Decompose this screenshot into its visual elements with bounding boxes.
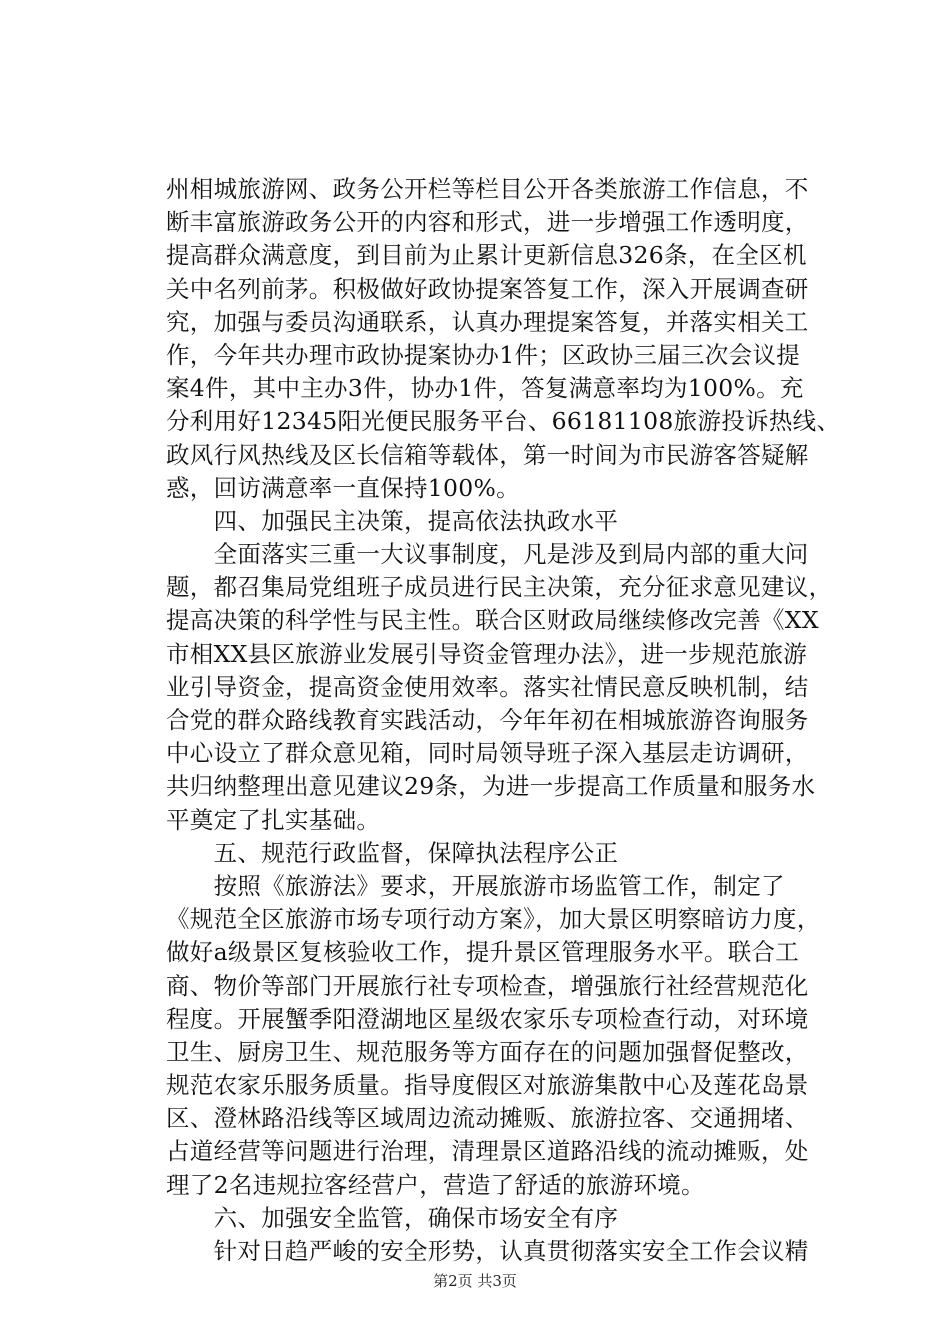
section-heading: 六、加强安全监管，确保市场安全有序 <box>166 1203 619 1232</box>
text-line: 卫生、厨房卫生、规范服务等方面存在的问题加强督促整改， <box>166 1037 809 1066</box>
section-heading: 四、加强民主决策，提高依法执政水平 <box>166 506 619 535</box>
text-line: 占道经营等问题进行治理，清理景区道路沿线的流动摊贩，处 <box>166 1137 809 1166</box>
body-text <box>166 173 841 1268</box>
text-line: 按照《旅游法》要求，开展旅游市场监管工作，制定了 <box>166 871 785 900</box>
text-line: 做好a级景区复核验收工作，提升景区管理服务水平。联合工 <box>166 938 800 967</box>
text-line: 究，加强与委员沟通联系，认真办理提案答复，并落实相关工 <box>166 307 809 336</box>
text-line: 关中名列前茅。积极做好政协提案答复工作，深入开展调查研 <box>166 274 809 303</box>
section-heading: 五、规范行政监督，保障执法程序公正 <box>166 838 619 867</box>
text-line: 针对日趋严峻的安全形势，认真贯彻落实安全工作会议精 <box>166 1237 809 1265</box>
page-number-footer: 第2页 共3页 <box>433 1272 517 1290</box>
text-line: 业引导资金，提高资金使用效率。落实社情民意反映机制，结 <box>166 672 809 701</box>
text-line: 商、物价等部门开展旅行社专项检查，增强旅行社经营规范化 <box>166 971 809 1000</box>
text-line: 案4件，其中主办3件，协办1件，答复满意率均为100%。充 <box>166 374 804 403</box>
text-line: 区、澄林路沿线等区域周边流动摊贩、旅游拉客、交通拥堵、 <box>166 1104 809 1133</box>
text-line: 市相XX县区旅游业发展引导资金管理办法》，进一步规范旅游 <box>166 639 808 668</box>
text-line: 作，今年共办理市政协提案协办1件；区政协三届三次会议提 <box>166 340 801 369</box>
text-line: 提高群众满意度，到目前为止累计更新信息326条，在全区机 <box>166 241 807 270</box>
text-line: 分利用好12345阳光便民服务平台、66181108旅游投诉热线、 <box>166 407 841 436</box>
text-line: 提高决策的科学性与民主性。联合区财政局继续修改完善《XX <box>166 606 819 635</box>
text-line: 州相城旅游网、政务公开栏等栏目公开各类旅游工作信息，不 <box>166 175 809 203</box>
text-line: 惑，回访满意率一直保持100%。 <box>166 473 520 502</box>
text-line: 规范农家乐服务质量。指导度假区对旅游集散中心及莲花岛景 <box>166 1071 809 1100</box>
text-line: 合党的群众路线教育实践活动，今年年初在相城旅游咨询服务 <box>166 706 809 734</box>
text-line: 题，都召集局党组班子成员进行民主决策，充分征求意见建议， <box>166 573 833 602</box>
text-line: 共归纳整理出意见建议29条，为进一步提高工作质量和服务水 <box>166 772 816 801</box>
text-line: 政风行风热线及区长信箱等载体，第一时间为市民游客答疑解 <box>166 440 809 469</box>
text-line: 理了2名违规拉客经营户，营造了舒适的旅游环境。 <box>166 1170 705 1199</box>
text-line: 平奠定了扎实基础。 <box>166 805 381 834</box>
text-line: 中心设立了群众意见箱，同时局领导班子深入基层走访调研， <box>166 739 809 768</box>
text-line: 全面落实三重一大议事制度，凡是涉及到局内部的重大问 <box>166 540 809 569</box>
text-line: 程度。开展蟹季阳澄湖地区星级农家乐专项检查行动，对环境 <box>166 1004 809 1033</box>
text-line: 断丰富旅游政务公开的内容和形式，进一步增强工作透明度， <box>166 208 809 237</box>
text-line: 《规范全区旅游市场专项行动方案》，加大景区明察暗访力度， <box>166 905 821 934</box>
